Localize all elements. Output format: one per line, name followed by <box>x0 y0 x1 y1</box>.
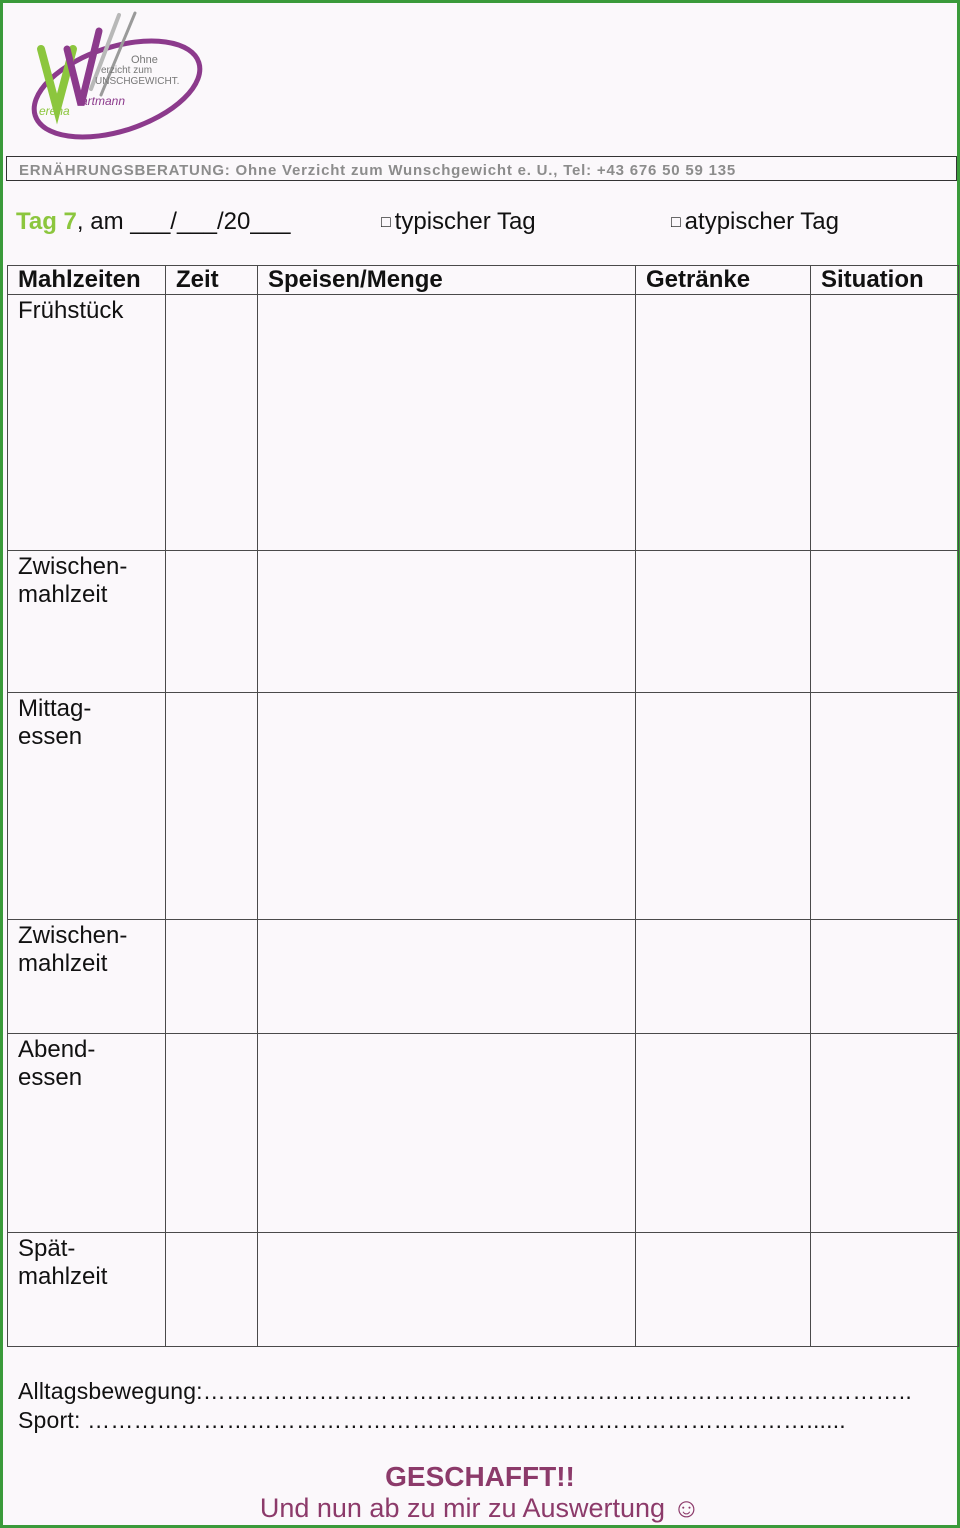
meal-label: Frühstück <box>8 295 166 551</box>
food-cell[interactable] <box>258 693 636 920</box>
meal-log-table <box>7 265 959 1347</box>
sport-line[interactable]: Sport: …………………………………………………………………………………...... <box>18 1407 846 1433</box>
drinks-cell[interactable] <box>636 1233 811 1347</box>
day-line <box>16 208 290 236</box>
next-step-text: Und nun ab zu mir zu Auswertung ☺ <box>259 1493 701 1523</box>
logo-line2: erzicht zum <box>101 65 153 76</box>
time-cell[interactable] <box>166 1034 258 1233</box>
activity-section <box>18 1377 912 1435</box>
typical-day-option[interactable] <box>381 208 536 236</box>
situation-cell[interactable] <box>811 295 959 551</box>
time-cell[interactable] <box>166 551 258 693</box>
header-time: Zeit <box>166 266 258 295</box>
situation-cell[interactable] <box>811 920 959 1034</box>
done-heading: GESCHAFFT!! <box>385 1461 575 1492</box>
food-cell[interactable] <box>258 1034 636 1233</box>
atypical-day-label: atypischer Tag <box>684 208 839 235</box>
meal-label: Abend- essen <box>8 1034 166 1233</box>
time-cell[interactable] <box>166 1233 258 1347</box>
company-logo <box>19 9 209 151</box>
logo-line1: Ohne <box>131 54 158 66</box>
situation-cell[interactable] <box>811 551 959 693</box>
logo-name-last: artmann <box>81 94 126 108</box>
food-cell[interactable] <box>258 295 636 551</box>
drinks-cell[interactable] <box>636 920 811 1034</box>
meal-label: Spät- mahlzeit <box>8 1233 166 1347</box>
drinks-cell[interactable] <box>636 693 811 920</box>
table-header-row <box>8 266 959 295</box>
meal-label: Zwischen- mahlzeit <box>8 551 166 693</box>
table-row <box>8 551 959 693</box>
situation-cell[interactable] <box>811 693 959 920</box>
time-cell[interactable] <box>166 295 258 551</box>
header-meals: Mahlzeiten <box>8 266 166 295</box>
food-cell[interactable] <box>258 920 636 1034</box>
drinks-cell[interactable] <box>636 551 811 693</box>
company-banner: ERNÄHRUNGSBERATUNG: Ohne Verzicht zum Wunschgewicht e. U., Tel: +43 676 50 59 135 <box>6 156 957 181</box>
header-situation: Situation <box>811 266 959 295</box>
header-food-amount: Speisen/Menge <box>258 266 636 295</box>
date-blanks[interactable]: , am ___/___/20___ <box>76 208 291 235</box>
drinks-cell[interactable] <box>636 1034 811 1233</box>
table-row <box>8 295 959 551</box>
logo-name-first: erena <box>39 104 70 118</box>
header-drinks: Getränke <box>636 266 811 295</box>
food-cell[interactable] <box>258 1233 636 1347</box>
checkbox-icon[interactable]: □ <box>381 214 391 231</box>
situation-cell[interactable] <box>811 1034 959 1233</box>
table-row <box>8 920 959 1034</box>
drinks-cell[interactable] <box>636 295 811 551</box>
table-row <box>8 1233 959 1347</box>
logo-graphic <box>19 9 209 151</box>
meal-label: Zwischen- mahlzeit <box>8 920 166 1034</box>
typical-day-label: typischer Tag <box>394 208 536 235</box>
table-row <box>8 693 959 920</box>
logo-line3: UNSCHGEWICHT. <box>95 76 180 87</box>
atypical-day-option[interactable] <box>671 208 839 236</box>
situation-cell[interactable] <box>811 1233 959 1347</box>
table-row <box>8 1034 959 1233</box>
time-cell[interactable] <box>166 920 258 1034</box>
food-cell[interactable] <box>258 551 636 693</box>
checkbox-icon[interactable]: □ <box>671 214 681 231</box>
daily-activity-line[interactable]: Alltagsbewegung:……………………………………………………………………………….. <box>18 1378 912 1404</box>
time-cell[interactable] <box>166 693 258 920</box>
day-number: Tag 7 <box>16 208 77 235</box>
meal-label: Mittag- essen <box>8 693 166 920</box>
